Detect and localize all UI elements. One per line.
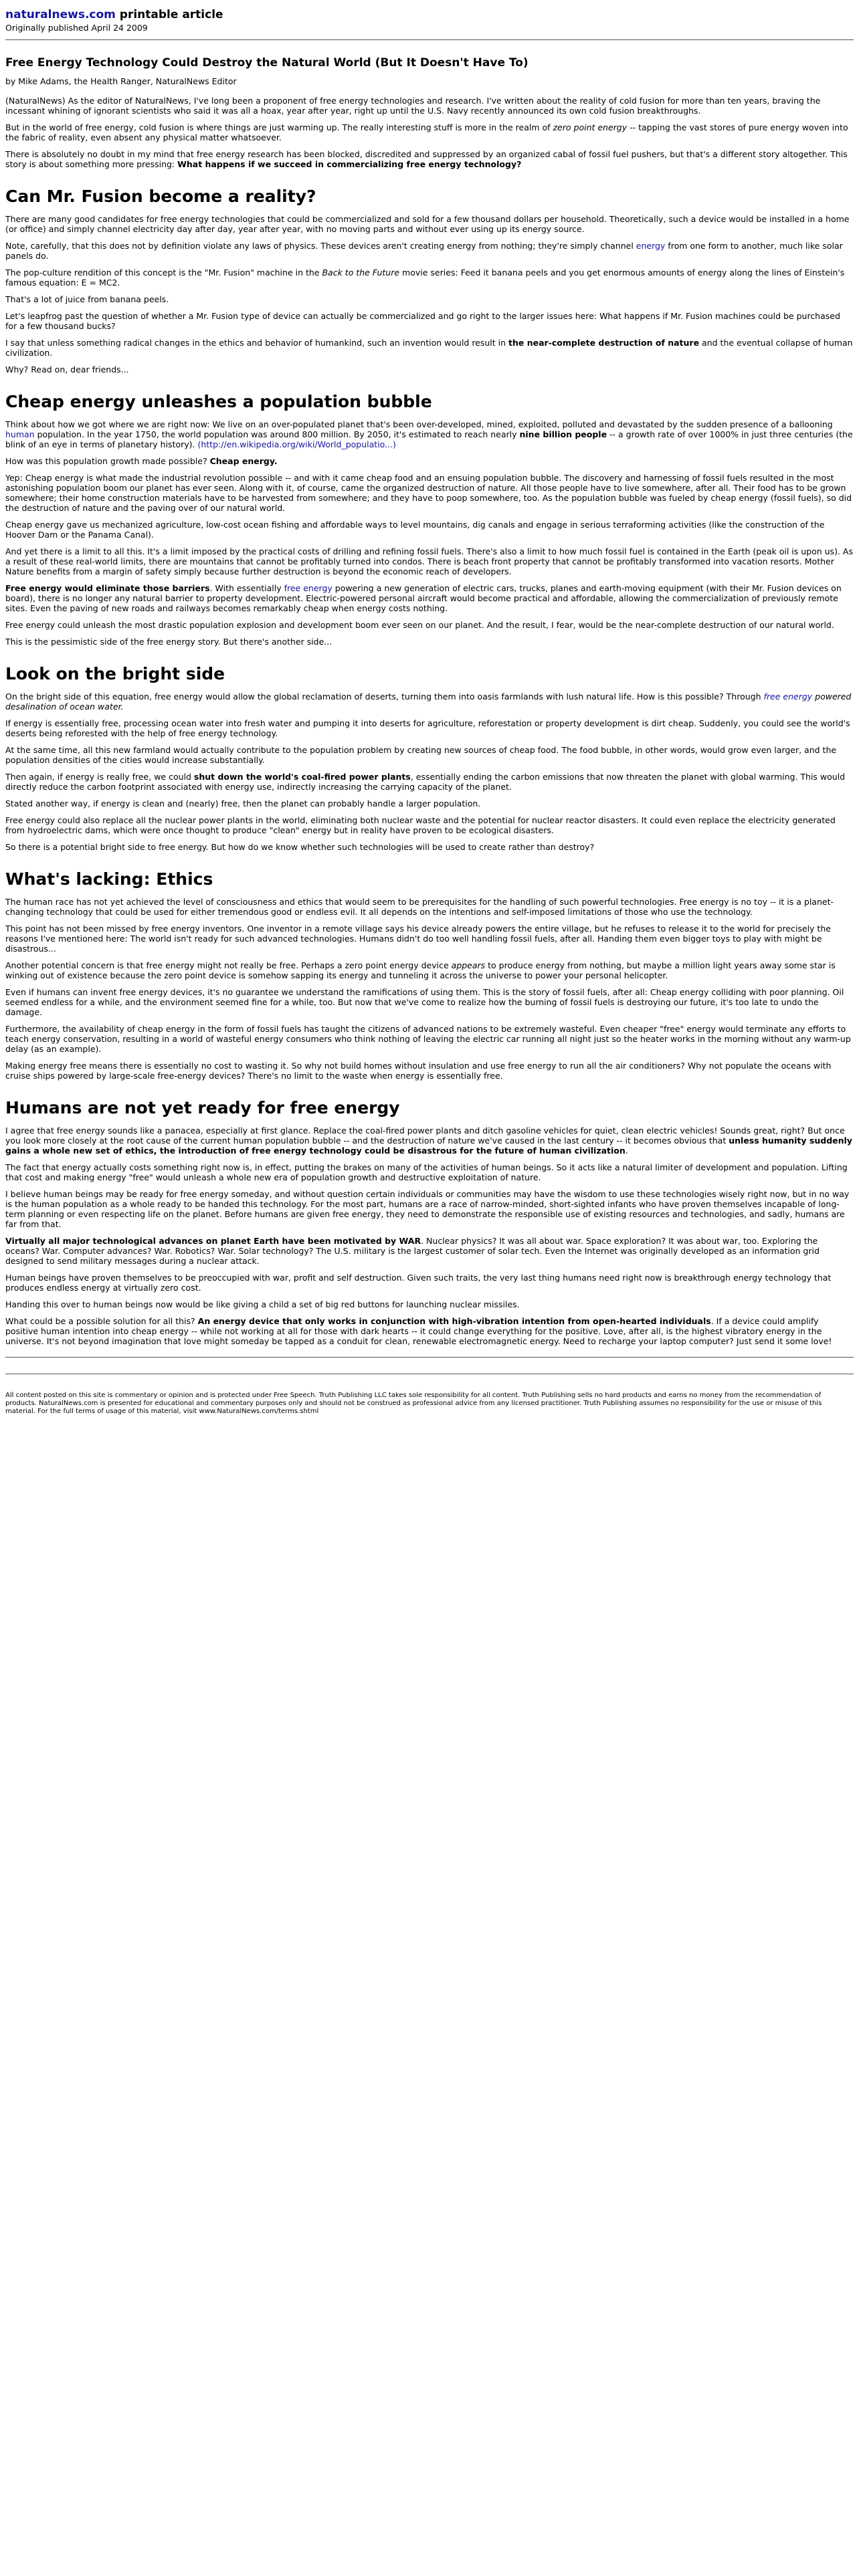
article-paragraph	[5, 745, 854, 765]
article-paragraph	[5, 149, 854, 169]
article-paragraph	[5, 122, 854, 142]
inline-link[interactable]: free energy	[763, 691, 813, 702]
bold-text: What happens if we succeed in commercializing free energy technology?	[177, 159, 522, 169]
text-run: movie series: Feed it banana peels and you get enormous amounts of energy along the lines of Einstein's famous equation: E = MC2.	[5, 267, 845, 288]
text-run: And yet there is a limit to all this. It's a limit imposed by the practical costs of drilling and refining fossil fuels. There's also a limit to how much fossil fuel is contained in the Earth (peak oil is upon us). As a result of these real-world limits, there are mountains that cannot be profitably turned into condos. There is beach front property that cannot be profitably transformed into vacation resorts. Mother Nature benefits from a margin of safety simply because further destruction is beyond the economic reach of developers.	[5, 546, 853, 576]
bold-text: Virtually all major technological advances on planet Earth have been motivated by WAR	[5, 1236, 421, 1246]
article-paragraph	[5, 1236, 854, 1266]
text-run: population. In the year 1750, the world population was around 800 million. By 2050, it's estimated to reach nearly	[34, 429, 520, 439]
text-run: powering a new generation of electric cars, trucks, planes and earth-moving equipment (with their Mr. Fusion devices on board), there is no longer any natural barrier to property development. Electric-powered personal aircraft would become practical and affordable, allowing the commercialization of previously remote sites. Even the paving of new roads and railways becomes remarkably cheap when energy costs nothing.	[5, 583, 842, 613]
article-paragraph	[5, 1024, 854, 1054]
bold-text: unless humanity suddenly gains a whole new set of ethics, the introduction of free energy technology could be disastrous for the future of human civilization	[5, 1136, 852, 1156]
article-paragraph	[5, 1162, 854, 1182]
site-home-link[interactable]: naturalnews.com	[5, 8, 116, 21]
bold-text: An energy device that only works in conjunction with high-vibration intention from open-hearted individuals	[197, 1316, 711, 1326]
inline-link[interactable]: free energy	[284, 583, 332, 593]
text-run: So there is a potential bright side to free energy. But how do we know whether such technologies will be used to create rather than destroy?	[5, 842, 595, 852]
text-run: On the bright side of this equation, free energy would allow the global reclamation of deserts, turning them into oasis farmlands with lush natural life. How is this possible? Through	[5, 691, 764, 702]
text-run: . If a device could amplify positive human intention into cheap energy -- while not working at all for those with dark hearts -- it could change everything for the positive. Love, after all, is the highest vibratory energy in the universe. It's not beyond imagination that love might someday be tapped as a conduit for clean, renewable electromagnetic energy. Need to recharge your laptop computer? Just send it some love!	[5, 1316, 832, 1346]
text-run: Why? Read on, dear friends...	[5, 364, 129, 374]
text-run: The pop-culture rendition of this concept is the "Mr. Fusion" machine in the	[5, 267, 322, 278]
article-paragraph	[5, 241, 854, 261]
bold-text: shut down the world's coal-fired power plants	[193, 772, 411, 782]
article-paragraph	[5, 520, 854, 540]
article-paragraph	[5, 718, 854, 738]
article-paragraph	[5, 294, 854, 304]
text-run: -- a growth rate of over 1000% in just three centuries (the blink of an eye in terms of planetary history).	[5, 429, 853, 449]
text-run: . Nuclear physics? It was all about war. Space exploration? It was about war, too. Exploring the oceans? War. Computer advances? War. Robotics? War. Solar technology? The U.S. military is the largest customer of solar tech. Even the Internet was originally developed as an information grid designed to send military messages during a nuclear attack.	[5, 1236, 820, 1266]
article-paragraph	[5, 214, 854, 234]
text-run: Furthermore, the availability of cheap energy in the form of fossil fuels has taught the citizens of advanced nations to be extremely wasteful. Even cheaper "free" energy would terminate any efforts to teach energy conservation, resulting in a world of wasteful energy consumers who think nothing of leaving the electric car running all night just so the heater works in the morning without any warm-up delay (as an example).	[5, 1024, 851, 1054]
text-run: The human race has not yet achieved the level of consciousness and ethics that would seem to be prerequisites for the handling of such powerful technologies. Free energy is no toy -- it is a planet-changing technology that could be used for either tremendous good or endless evil. It all depends on the intentions and self-imposed limitations of those who use the technology.	[5, 897, 834, 917]
text-run: (NaturalNews) As the editor of NaturalNews, I've long been a proponent of free energy technologies and research. I've written about the reality of cold fusion for more than ten years, braving the incessant whining of ignorant scientists who said it was all a hoax, year after year, right up until the U.S. Navy recently announced its own cold fusion breakthroughs.	[5, 96, 821, 116]
text-run: How was this population growth made possible?	[5, 456, 210, 466]
article-byline: by Mike Adams, the Health Ranger, NaturalNews Editor	[5, 76, 237, 86]
text-run: If energy is essentially free, processing ocean water into fresh water and pumping it into deserts for agriculture, reforestation or property development is dirt cheap. Suddenly, you could see the world's deserts being reforested with the help of free energy technology.	[5, 718, 850, 738]
text-run: At the same time, all this new farmland would actually contribute to the population problem by creating new sources of cheap food. The food bubble, in other words, would grow even larger, and the population densities of the cities would increase substantially.	[5, 745, 837, 765]
text-run: I agree that free energy sounds like a panacea, especially at first glance. Replace the coal-fired power plants and ditch gasoline vehicles for quiet, clean electric vehicles! Sounds great, right? But once you look more closely at the root cause of the current human population bubble -- and the destruction of nature we've caused in the last century -- it becomes obvious that	[5, 1125, 845, 1146]
text-run: to produce energy from nothing, but maybe a million light years away some star is winking out of existence because the zero point device is somehow sapping its energy and tunneling it across the universe to power your personal helicopter.	[5, 960, 836, 980]
article-paragraph	[5, 583, 854, 613]
italic-text: appears	[451, 960, 486, 970]
text-run: from one form to another, much like solar panels do.	[5, 241, 843, 261]
text-run: But in the world of free energy, cold fusion is where things are just warming up. The really interesting stuff is more in the realm of	[5, 122, 553, 132]
article-paragraph	[5, 620, 854, 630]
article-paragraph	[5, 1125, 854, 1156]
text-run: Making energy free means there is essentially no cost to wasting it. So why not build homes without insulation and use free energy to run all the air conditioners? Why not populate the oceans with cruise ships powered by large-scale free-energy devices? There's no limit to the waste when energy is essentially free.	[5, 1061, 832, 1081]
text-run: Free energy could unleash the most drastic population explosion and development boom ever seen on our planet. And the result, I fear, would be the near-complete destruction of our natural world.	[5, 620, 834, 630]
article-paragraph	[5, 960, 854, 980]
text-run: Yep: Cheap energy is what made the industrial revolution possible -- and with it came cheap food and an ensuing population bubble. The discovery and harnessing of fossil fuels resulted in the most astonishing population boom our planet has ever seen. Along with it, of course, came the organized destruction of nature. All those people have to live somewhere, after all. Their food has to be grown somewhere; their home construction materials have to be harvested from somewhere; and they have to poop somewhere, too. As the population bubble was fueled by cheap energy (fossil fuels), so did the destruction of nature and the paving over of our natural world.	[5, 473, 852, 513]
site-header-suffix: printable article	[115, 8, 223, 21]
header-divider	[5, 39, 854, 40]
text-run: This point has not been missed by free energy inventors. One inventor in a remote village says his device already powers the entire village, but he refuses to release it to the world for precisely the reasons I've mentioned here: The world isn't ready for such advanced technologies. Humans didn't do too well handling fossil fuels, after all. Handing them even bigger toys to play with might be disastrous...	[5, 924, 831, 954]
bold-text: nine billion people	[519, 429, 607, 439]
section-heading: Cheap energy unleashes a population bubble	[5, 392, 432, 411]
text-run: -- tapping the vast stores of pure energy woven into the fabric of reality, even absent any physical matter whatsoever.	[5, 122, 848, 142]
section-heading: What's lacking: Ethics	[5, 869, 213, 889]
section-heading: Look on the bright side	[5, 664, 225, 683]
article-paragraph	[5, 1299, 854, 1309]
text-run: Another potential concern is that free energy might not really be free. Perhaps a zero point energy device	[5, 960, 452, 970]
inline-link[interactable]: energy	[636, 241, 666, 251]
text-run: Even if humans can invent free energy devices, it's no guarantee we understand the ramifications of using them. This is the story of fossil fuels, after all: Cheap energy colliding with poor planning. Oil seemed endless for a while, and the environment seemed fine for a while, too. But now that we've come to realize how the burning of fossil fuels is destroying our future, it's too late to undo the damage.	[5, 987, 844, 1017]
inline-link[interactable]: (http://en.wikipedia.org/wiki/World_populatio...)	[197, 439, 396, 449]
inline-link[interactable]: human	[5, 429, 35, 439]
article-title: Free Energy Technology Could Destroy the Natural World (But It Doesn't Have To)	[5, 56, 529, 70]
article-paragraph	[5, 311, 854, 331]
text-run: . With essentially	[209, 583, 284, 593]
site-header	[5, 8, 854, 21]
footer-divider-1	[5, 1357, 854, 1358]
article-paragraph	[5, 772, 854, 792]
text-run: Note, carefully, that this does not by definition violate any laws of physics. These devices aren't creating energy from nothing; they're simply channel	[5, 241, 636, 251]
text-run: There are many good candidates for free energy technologies that could be commercialized and sold for a few thousand dollars per household. Theoretically, such a device would be installed in a home (or office) and simply channel electricity day after day, year after year, with no moving parts and without ever using up its energy source.	[5, 214, 850, 234]
text-run: The fact that energy actually costs something right now is, in effect, putting the brakes on many of the activities of human beings. So it acts like a natural limiter of development and population. Lifting that cost and making energy "free" would unleash a whole new era of population growth and destructive exploitation of nature.	[5, 1162, 848, 1182]
published-date: Originally published April 24 2009	[5, 23, 148, 33]
text-run: Think about how we got where we are right now: We live on an over-populated planet that's been over-developed, mined, exploited, polluted and devastated by the sudden presence of a ballooning	[5, 419, 833, 429]
article-paragraph	[5, 96, 854, 116]
article-paragraph	[5, 798, 854, 809]
section-heading: Can Mr. Fusion become a reality?	[5, 187, 316, 206]
article-paragraph	[5, 924, 854, 954]
text-run: This is the pessimistic side of the free energy story. But there's another side...	[5, 637, 332, 647]
text-run: I believe human beings may be ready for free energy someday, and without question certain individuals or communities may have the wisdom to use these technologies wisely right now, but in no way is the human population as a whole ready to be handed this technology. For the most part, humans are a race of narrow-minded, short-sighted infants who have proven themselves incapable of long-term planning or even respecting life on the planet. Before humans are given free energy, they need to demonstrate the responsible use of existing resources and technologies, and sadly, humans are far from that.	[5, 1189, 850, 1229]
article-paragraph	[5, 1189, 854, 1229]
text-run: .	[625, 1146, 628, 1156]
article-paragraph	[5, 637, 854, 647]
article-paragraph	[5, 987, 854, 1017]
article-paragraph	[5, 546, 854, 576]
article-paragraph	[5, 364, 854, 374]
article-paragraph	[5, 815, 854, 835]
text-run: Cheap energy gave us mechanized agriculture, low-cost ocean fishing and affordable ways to level mountains, dig canals and engage in serious terraforming activities (like the construction of the Hoover Dam or the Panama Canal).	[5, 520, 825, 540]
article-paragraph	[5, 691, 854, 712]
text-run: Then again, if energy is really free, we could	[5, 772, 194, 782]
text-run: Human beings have proven themselves to be preoccupied with war, profit and self destruction. Given such traits, the very last thing humans need right now is breakthrough energy technology that produces endless energy at virtually zero cost.	[5, 1273, 832, 1293]
article-paragraph	[5, 1273, 854, 1293]
article-paragraph	[5, 1316, 854, 1346]
text-run: What could be a possible solution for all this?	[5, 1316, 198, 1326]
text-run: and the eventual collapse of human civilization.	[5, 338, 853, 358]
text-run: , essentially ending the carbon emissions that now threaten the planet with global warming. This would directly reduce the carbon footprint associated with energy use, indirectly increasing the carrying capacity of the planet.	[5, 772, 846, 792]
article-paragraph	[5, 842, 854, 852]
text-run: Handing this over to human beings now would be like giving a child a set of big red buttons for launching nuclear missiles.	[5, 1299, 520, 1309]
text-run: There is absolutely no doubt in my mind that free energy research has been blocked, discredited and suppressed by an organized cabal of fossil fuel pushers, but that's a different story altogether. This story is about something more pressing:	[5, 149, 848, 169]
italic-text: powered desalination of ocean water.	[5, 691, 852, 712]
text-run: Free energy could also replace all the nuclear power plants in the world, eliminating both nuclear waste and the potential for nuclear reactor disasters. It could even replace the electricity generated from hydroelectric dams, which were once thought to produce "clean" energy but in reality have proven to be ecological disasters.	[5, 815, 836, 835]
article-paragraph	[5, 338, 854, 358]
italic-text: Back to the Future	[322, 267, 400, 278]
article-paragraph	[5, 473, 854, 513]
article-paragraph	[5, 456, 854, 466]
text-run: Let's leapfrog past the question of whether a Mr. Fusion type of device can actually be commercialized and go right to the larger issues here: What happens if Mr. Fusion machines could be purchased for a few thousand bucks?	[5, 311, 840, 331]
text-run: That's a lot of juice from banana peels.	[5, 294, 169, 304]
bold-text: the near-complete destruction of nature	[508, 338, 700, 348]
article-paragraph	[5, 1061, 854, 1081]
article-paragraph	[5, 267, 854, 288]
article-body	[5, 96, 854, 1346]
bold-text: Free energy would eliminate those barriers	[5, 583, 210, 593]
article-paragraph	[5, 419, 854, 449]
italic-text: zero point energy	[553, 122, 628, 132]
article-paragraph	[5, 897, 854, 917]
section-heading: Humans are not yet ready for free energy	[5, 1098, 400, 1117]
text-run: I say that unless something radical changes in the ethics and behavior of humankind, such an invention would result in	[5, 338, 509, 348]
bold-text: Cheap energy.	[209, 456, 278, 466]
footer-disclaimer: All content posted on this site is commentary or opinion and is protected under Free Speech. Truth Publishing LLC takes sole responsibility for all content. Truth Publishing sells no hard products and earns no money from the recommendation of products. NaturalNews.com is presented for educational and commentary purposes only and should not be construed as professional advice from any licensed practitioner. Truth Publishing assumes no responsibility for the use or misuse of this material. For the full terms of usage of this material, visit www.NaturalNews.com/terms.shtml	[5, 1392, 822, 1415]
text-run: Stated another way, if energy is clean and (nearly) free, then the planet can probably handle a larger population.	[5, 798, 481, 809]
